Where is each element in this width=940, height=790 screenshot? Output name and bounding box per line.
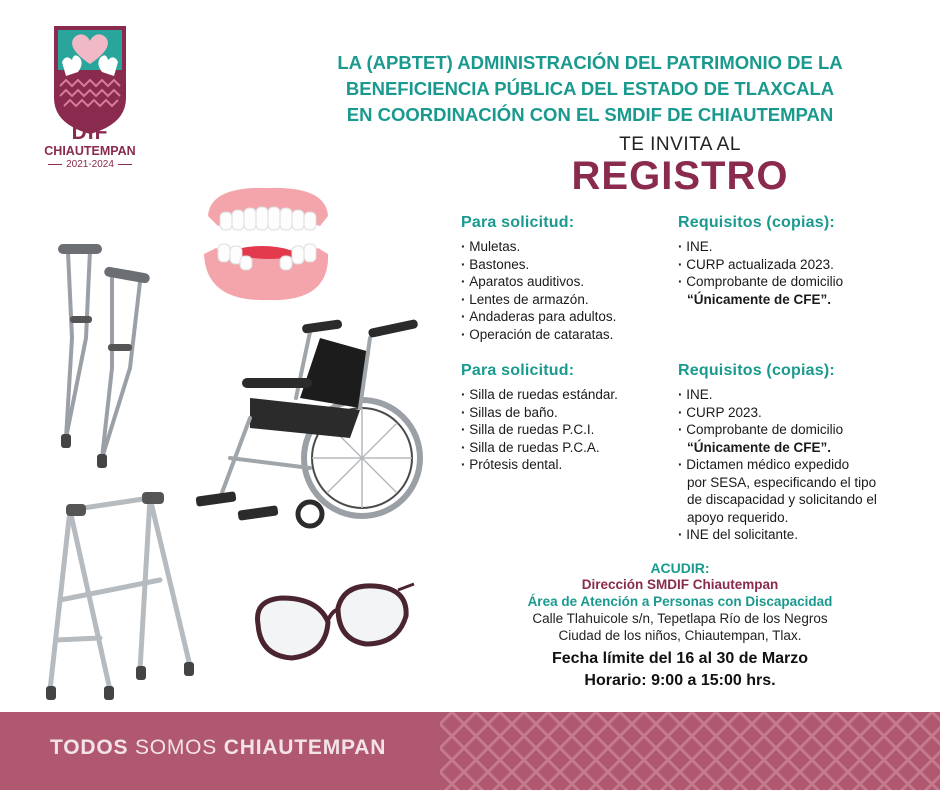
logo-name: DIF (71, 121, 109, 144)
footer-pattern-icon (440, 712, 940, 790)
requirements-list-2 (678, 362, 928, 544)
dentures-icon (200, 182, 335, 307)
glasses-icon (248, 566, 418, 670)
list-item-cont: por SESA, especificando el tipo (687, 474, 877, 490)
headline-line-2: BENEFICIENCIA PÚBLICA DEL ESTADO DE TLAXCALA (345, 78, 835, 99)
crutches-icon (50, 238, 160, 478)
list-item: · Dictamen médico expedido (678, 456, 928, 474)
acudir-direction: Dirección SMDIF Chiautempan (581, 577, 779, 592)
request-title-1: Para solicitud: (461, 214, 575, 231)
acudir-address-2: Ciudad de los niños, Chiautempan, Tlax. (558, 628, 802, 643)
list-item-note: “Únicamente de CFE”. (687, 439, 832, 455)
request-list-2 (461, 362, 676, 474)
acudir-area: Área de Atención a Personas con Discapacidad (527, 594, 833, 609)
acudir-address-1: Calle Tlahuicole s/n, Tepetlapa Río de los Negros (532, 611, 828, 626)
list-item: · CURP 2023. (678, 404, 928, 422)
list-item-cont: de discapacidad y solicitando el (687, 492, 877, 507)
request-title-2: Para solicitud: (461, 362, 575, 379)
logo-text (30, 122, 150, 172)
list-item: · Lentes de armazón. (461, 291, 671, 309)
footer-word-2: SOMOS (134, 736, 218, 759)
list-item: · Silla de ruedas P.C.I. (461, 421, 676, 439)
list-item: · INE. (678, 386, 928, 404)
list-item: · Operación de cataratas. (461, 326, 671, 344)
list-item: · INE. (678, 238, 918, 256)
list-item: · CURP actualizada 2023. (678, 256, 918, 274)
logo-years: 2021-2024 (30, 158, 150, 172)
footer-word-1: TODOS (50, 736, 129, 759)
list-item-cont: apoyo requerido. (687, 509, 789, 525)
walker-icon (40, 490, 200, 705)
deadline: Fecha límite del 16 al 30 de Marzo (551, 650, 809, 667)
list-item: · Silla de ruedas estándar. (461, 386, 676, 404)
list-item: · Andaderas para adultos. (461, 308, 671, 326)
list-item: · Comprobante de domicilio (678, 421, 928, 439)
list-item: · Silla de ruedas P.C.A. (461, 439, 676, 457)
list-item: · Muletas. (461, 238, 671, 256)
list-item: · Prótesis dental. (461, 456, 676, 474)
list-item: · Comprobante de domicilio (678, 273, 918, 291)
list-item: · Bastones. (461, 256, 671, 274)
registro-title: REGISTRO (571, 154, 789, 198)
requirements-list-1 (678, 214, 918, 308)
wheelchair-icon (190, 318, 440, 533)
requirements-title-2: Requisitos (copias): (678, 362, 835, 379)
list-item: · Aparatos auditivos. (461, 273, 671, 291)
logo-city: CHIAUTEMPAN (44, 144, 136, 158)
headline-line-1: LA (APBTET) ADMINISTRACIÓN DEL PATRIMONIO DE LA (337, 52, 843, 73)
headline-line-3: EN COORDINACIÓN CON EL SMDIF DE CHIAUTEMPAN (346, 104, 834, 125)
acudir-block (470, 560, 890, 692)
list-item-note: “Únicamente de CFE”. (687, 291, 832, 307)
request-list-1 (461, 214, 671, 343)
acudir-title: ACUDIR: (650, 560, 710, 576)
invite-text: TE INVITA AL (619, 134, 741, 155)
headline (260, 50, 920, 128)
list-item: · Sillas de baño. (461, 404, 676, 422)
footer-slogan (50, 736, 386, 760)
footer-bar (0, 712, 940, 790)
footer-word-3: CHIAUTEMPAN (223, 736, 387, 759)
requirements-title-1: Requisitos (copias): (678, 214, 835, 231)
list-item: · INE del solicitante. (678, 526, 928, 544)
schedule: Horario: 9:00 a 15:00 hrs. (584, 672, 776, 689)
